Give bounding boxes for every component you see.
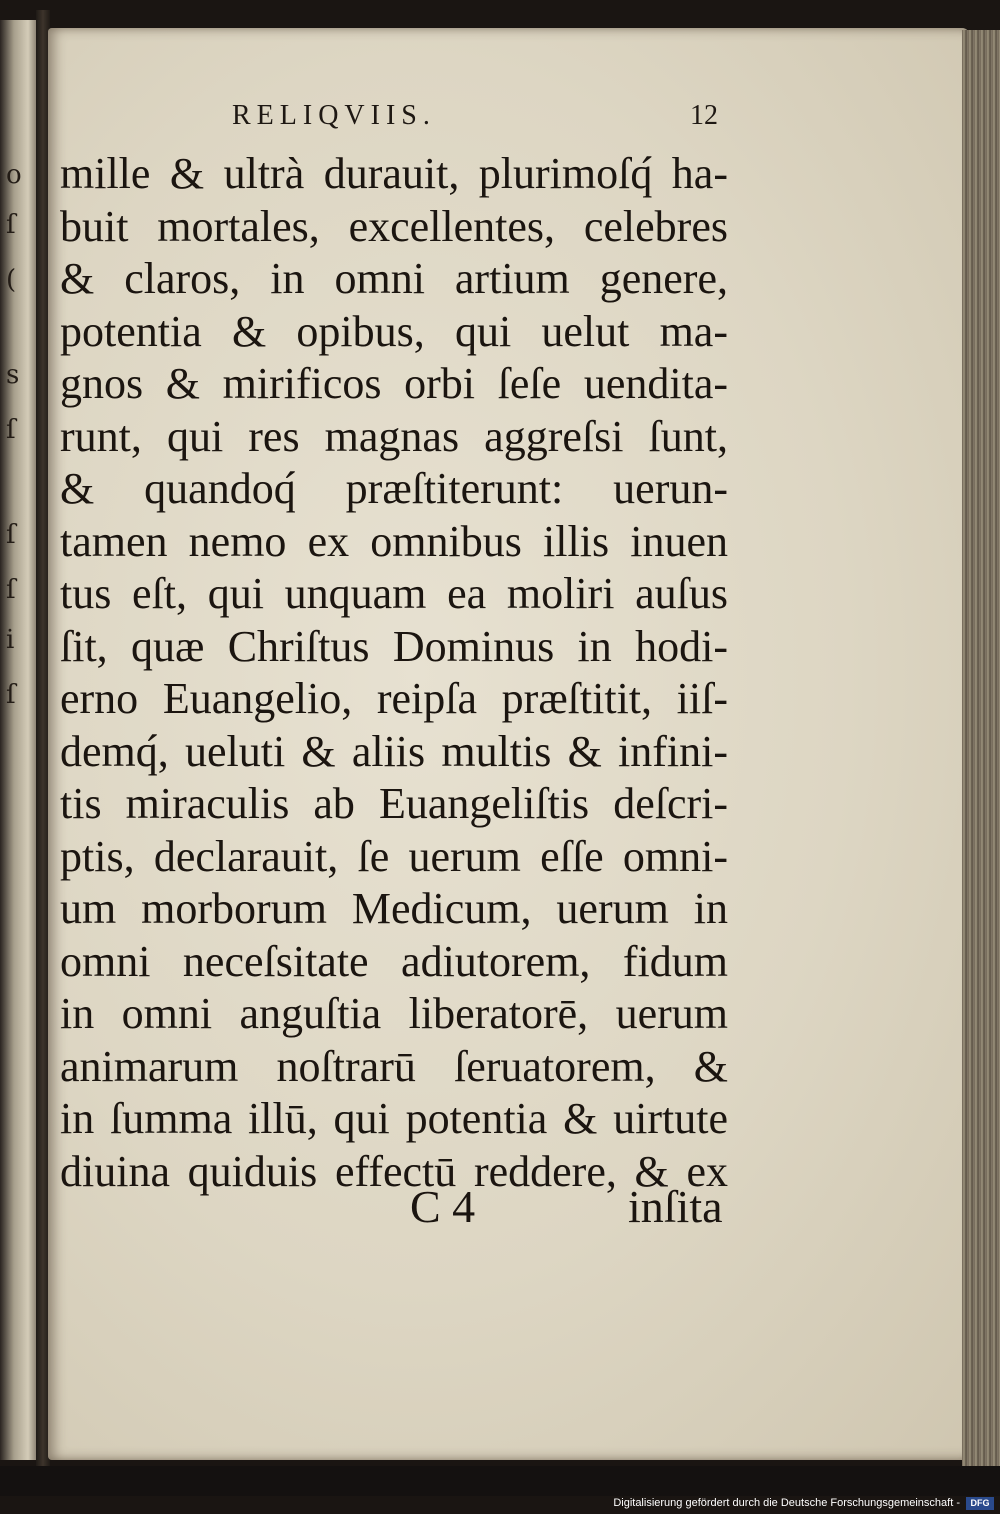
text-line: gnos & mirificos orbi ſeſe uendita- <box>60 359 728 408</box>
text-line: mille & ultrà durauit, plurimoſq́ ha- <box>60 149 728 198</box>
page-fore-edge <box>962 30 1000 1470</box>
margin-mark: s <box>6 360 20 390</box>
margin-mark: ( <box>6 265 17 295</box>
dfg-logo: DFG <box>966 1497 994 1510</box>
text-line: ſit, quæ Chriſtus Dominus in hodi- <box>60 621 728 671</box>
margin-mark: ſ <box>6 210 16 240</box>
text-line: in omni anguſtia liberatorē, uerum <box>60 989 728 1038</box>
text-line: demq́, ueluti & aliis multis & infini- <box>60 726 728 776</box>
text-line: tus eſt, qui unquam ea moliri auſus <box>60 569 728 618</box>
running-head: RELIQVIIS. <box>232 100 436 131</box>
text-line: diuina quiduis effectū reddere, & ex <box>60 1146 728 1196</box>
text-line: um morborum Medicum, uerum in <box>60 884 728 933</box>
body-text <box>60 148 740 1198</box>
margin-mark: i <box>6 625 15 655</box>
text-line: & quandoq́ præſtiterunt: uerun- <box>60 464 728 513</box>
margin-mark: ſ <box>6 520 16 550</box>
page-number: 12 <box>690 100 718 131</box>
text-line: runt, qui res magnas aggreſsi ſunt, <box>60 411 728 461</box>
catchword: inſita <box>628 1181 723 1232</box>
signature-mark: C 4 <box>410 1181 476 1232</box>
scan-background <box>0 1466 1000 1496</box>
text-line: tamen nemo ex omnibus illis inuen <box>60 516 728 566</box>
margin-mark: ſ <box>6 680 16 710</box>
margin-mark: ſ <box>6 415 16 445</box>
text-line: in ſumma illū, qui potentia & uirtute <box>60 1094 728 1143</box>
footer-credit: Digitalisierung gefördert durch die Deutsche Forschungsgemeinschaft - <box>613 1497 960 1509</box>
text-line: tis miraculis ab Euangeliſtis deſcri- <box>60 779 728 828</box>
text-line: animarum noſtrarū ſeruatorem, & <box>60 1041 728 1091</box>
text-line: ptis, declarauit, ſe uerum eſſe omni- <box>60 831 728 881</box>
text-line: potentia & opibus, qui uelut ma- <box>60 306 728 356</box>
text-line: erno Euangelio, reipſa præſtitit, iiſ- <box>60 674 728 723</box>
margin-mark: o <box>6 160 22 190</box>
previous-page-marks <box>0 20 40 1460</box>
text-line: buit mortales, excellentes, celebres <box>60 201 728 251</box>
margin-mark: ſ <box>6 575 16 605</box>
text-line: & claros, in omni artium genere, <box>60 254 728 303</box>
text-line: omni neceſsitate adiutorem, fidum <box>60 936 728 986</box>
